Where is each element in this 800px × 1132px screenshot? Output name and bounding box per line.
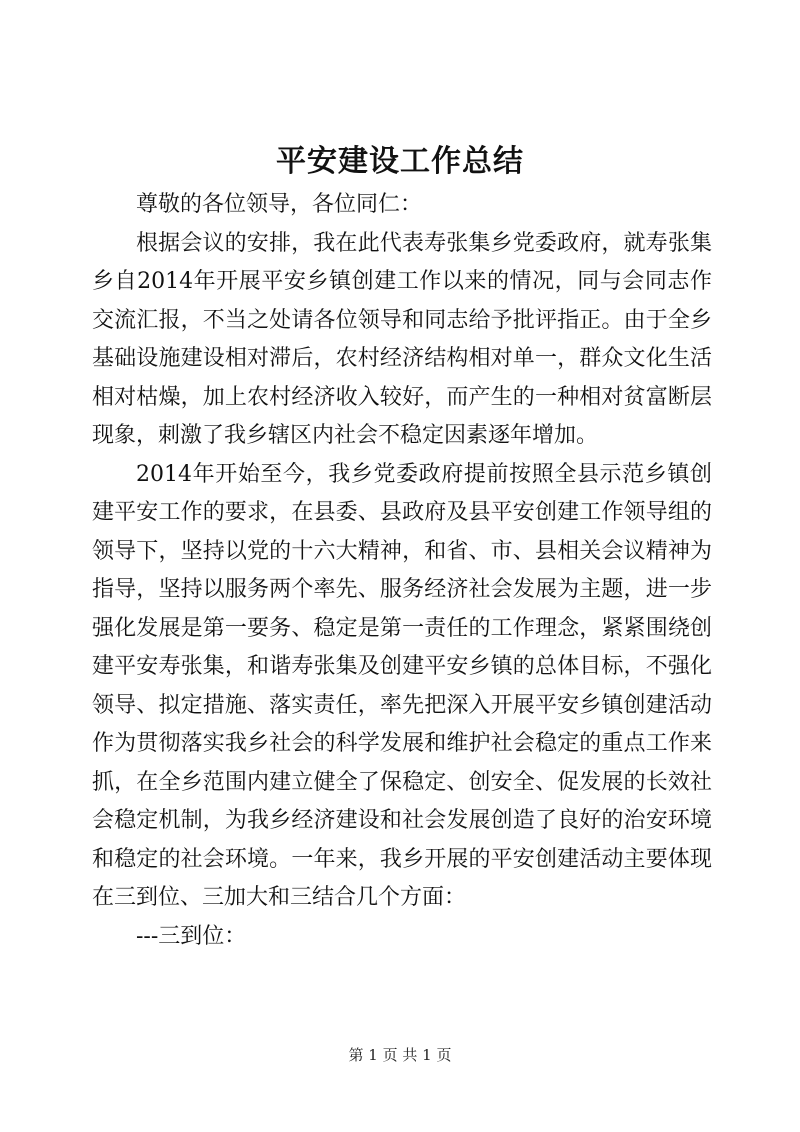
document-body (92, 186, 712, 956)
salutation-paragraph: 尊敬的各位领导，各位同仁： (136, 192, 423, 217)
body-paragraph-1: 根据会议的安排，我在此代表寿张集乡党委政府，就寿张集乡自2014年开展平安乡镇创建工作以来的情况，同与会同志作交流汇报，不当之处请各位领导和同志给予批评指正。由于全乡基础设施建设相对滞后，农村经济结构相对单一，群众文化生活相对枯燥，加上农村经济收入较好，而产生的一种相对贫富断层现象，刺激了我乡辖区内社会不稳定因素逐年增加。 (92, 230, 712, 448)
section-heading: ---三到位： (136, 923, 247, 949)
body-paragraph-2: 2014年开始至今，我乡党委政府提前按照全县示范乡镇创建平安工作的要求，在县委、县政府及县平安创建工作领导组的领导下，坚持以党的十六大精神，和省、市、县相关会议精神为指导，坚持以服务两个率先、服务经济社会发展为主题，进一步强化发展是第一要务、稳定是第一责任的工作理念，紧紧围绕创建平安寿张集，和谐寿张集及创建平安乡镇的总体目标，不强化领导、拟定措施、落实责任，率先把深入开展平安乡镇创建活动作为贯彻落实我乡社会的科学发展和维护社会稳定的重点工作来抓，在全乡范围内建立健全了保稳定、创安全、促发展的长效社会稳定机制，为我乡经济建设和社会发展创造了良好的治安环境和稳定的社会环境。一年来，我乡开展的平安创建活动主要体现在三到位、三加大和三结合几个方面： (92, 461, 712, 910)
page-footer: 第 1 页 共 1 页 (348, 1046, 452, 1064)
page-title: 平安建设工作总结 (276, 144, 524, 179)
